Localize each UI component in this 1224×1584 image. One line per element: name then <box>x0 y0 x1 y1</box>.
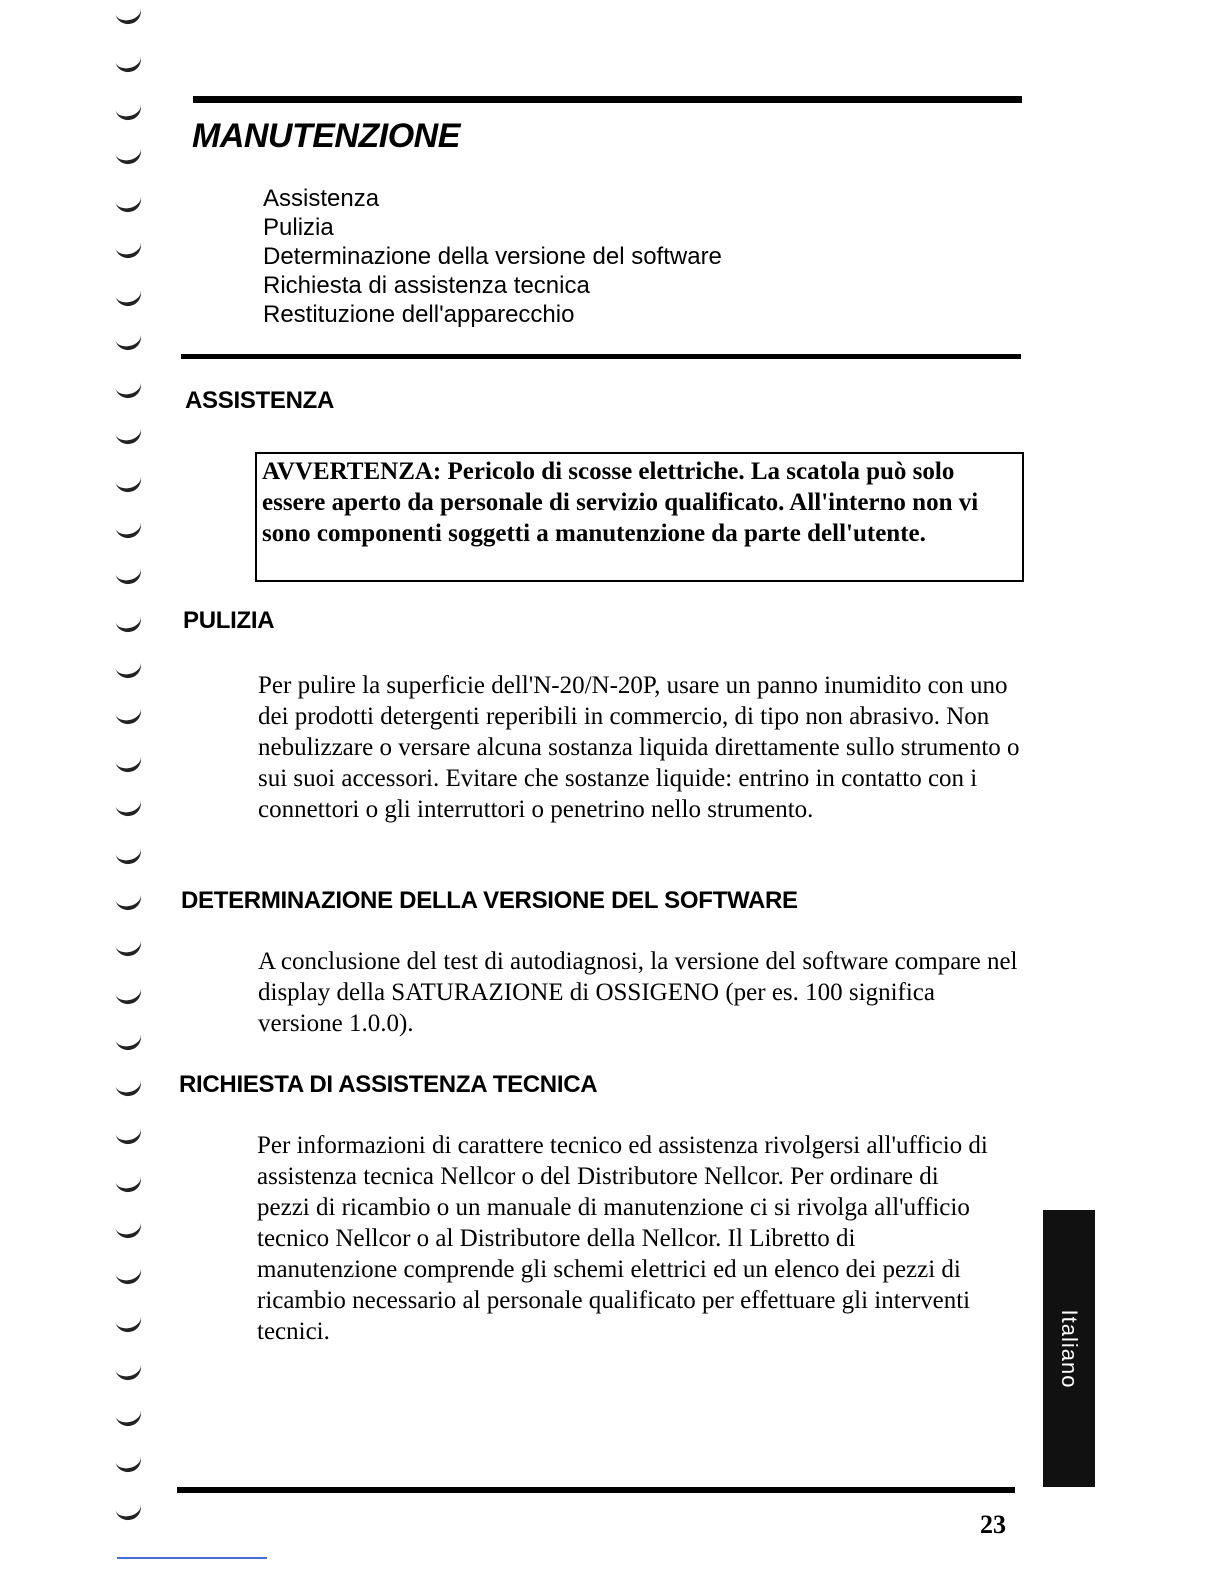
page-number: 23 <box>980 1510 1006 1539</box>
toc-item: Determinazione della versione del software <box>263 243 722 270</box>
paragraph-pulizia: Per pulire la superficie dell'N-20/N-20P, usare un panno inumidito con uno dei prodotti detergenti reperibili in commercio, di tipo non abrasivo. Non nebulizzare o versare alcuna sostanza liquida direttamente sullo strumento o sui suoi accessori. Evitare che sostanze liquide: entrino in contatto con i connettori o gli interruttori o penetrino nello strumento. <box>258 672 1020 823</box>
section-heading-software: DETERMINAZIONE DELLA VERSIONE DEL SOFTWARE <box>181 887 798 914</box>
page-title: MANUTENZIONE <box>192 117 460 155</box>
warning-box: AVVERTENZA: Pericolo di scosse elettriche. La scatola può solo essere aperto da personale di servizio qualificato. All'interno non vi sono componenti soggetti a manutenzione da parte dell'utente. <box>255 452 1024 582</box>
section-heading-richiesta: RICHIESTA DI ASSISTENZA TECNICA <box>179 1071 598 1098</box>
toc-item: Restituzione dell'apparecchio <box>263 301 575 328</box>
scan-edge-line <box>117 1557 267 1559</box>
top-rule <box>193 96 1022 103</box>
table-of-contents <box>263 184 722 329</box>
toc-item: Richiesta di assistenza tecnica <box>263 272 590 299</box>
toc-item: Assistenza <box>263 185 380 212</box>
language-tab-label: Italiano <box>1057 1309 1082 1388</box>
language-tab <box>1043 1210 1095 1487</box>
section-heading-pulizia: PULIZIA <box>183 607 275 634</box>
bottom-rule <box>177 1487 1015 1493</box>
spiral-binding <box>110 0 150 1584</box>
toc-item: Pulizia <box>263 214 334 241</box>
section-divider <box>181 354 1021 359</box>
paragraph-software: A conclusione del test di autodiagnosi, la versione del software compare nel display della SATURAZIONE di OSSIGENO (per es. 100 significa versione 1.0.0). <box>258 948 1018 1037</box>
section-heading-assistenza: ASSISTENZA <box>185 387 335 414</box>
paragraph-richiesta: Per informazioni di carattere tecnico ed assistenza rivolgersi all'ufficio di assistenza tecnica Nellcor o del Distributore Nellcor. Per ordinare di pezzi di ricambio o un manuale di manutenzione ci si rivolga all'ufficio tecnico Nellcor o al Distributore della Nellcor. Il Libretto di manutenzione comprende gli schemi elettrici ed un elenco dei pezzi di ricambio necessario al personale qualificato per effettuare gli interventi tecnici. <box>257 1132 988 1345</box>
